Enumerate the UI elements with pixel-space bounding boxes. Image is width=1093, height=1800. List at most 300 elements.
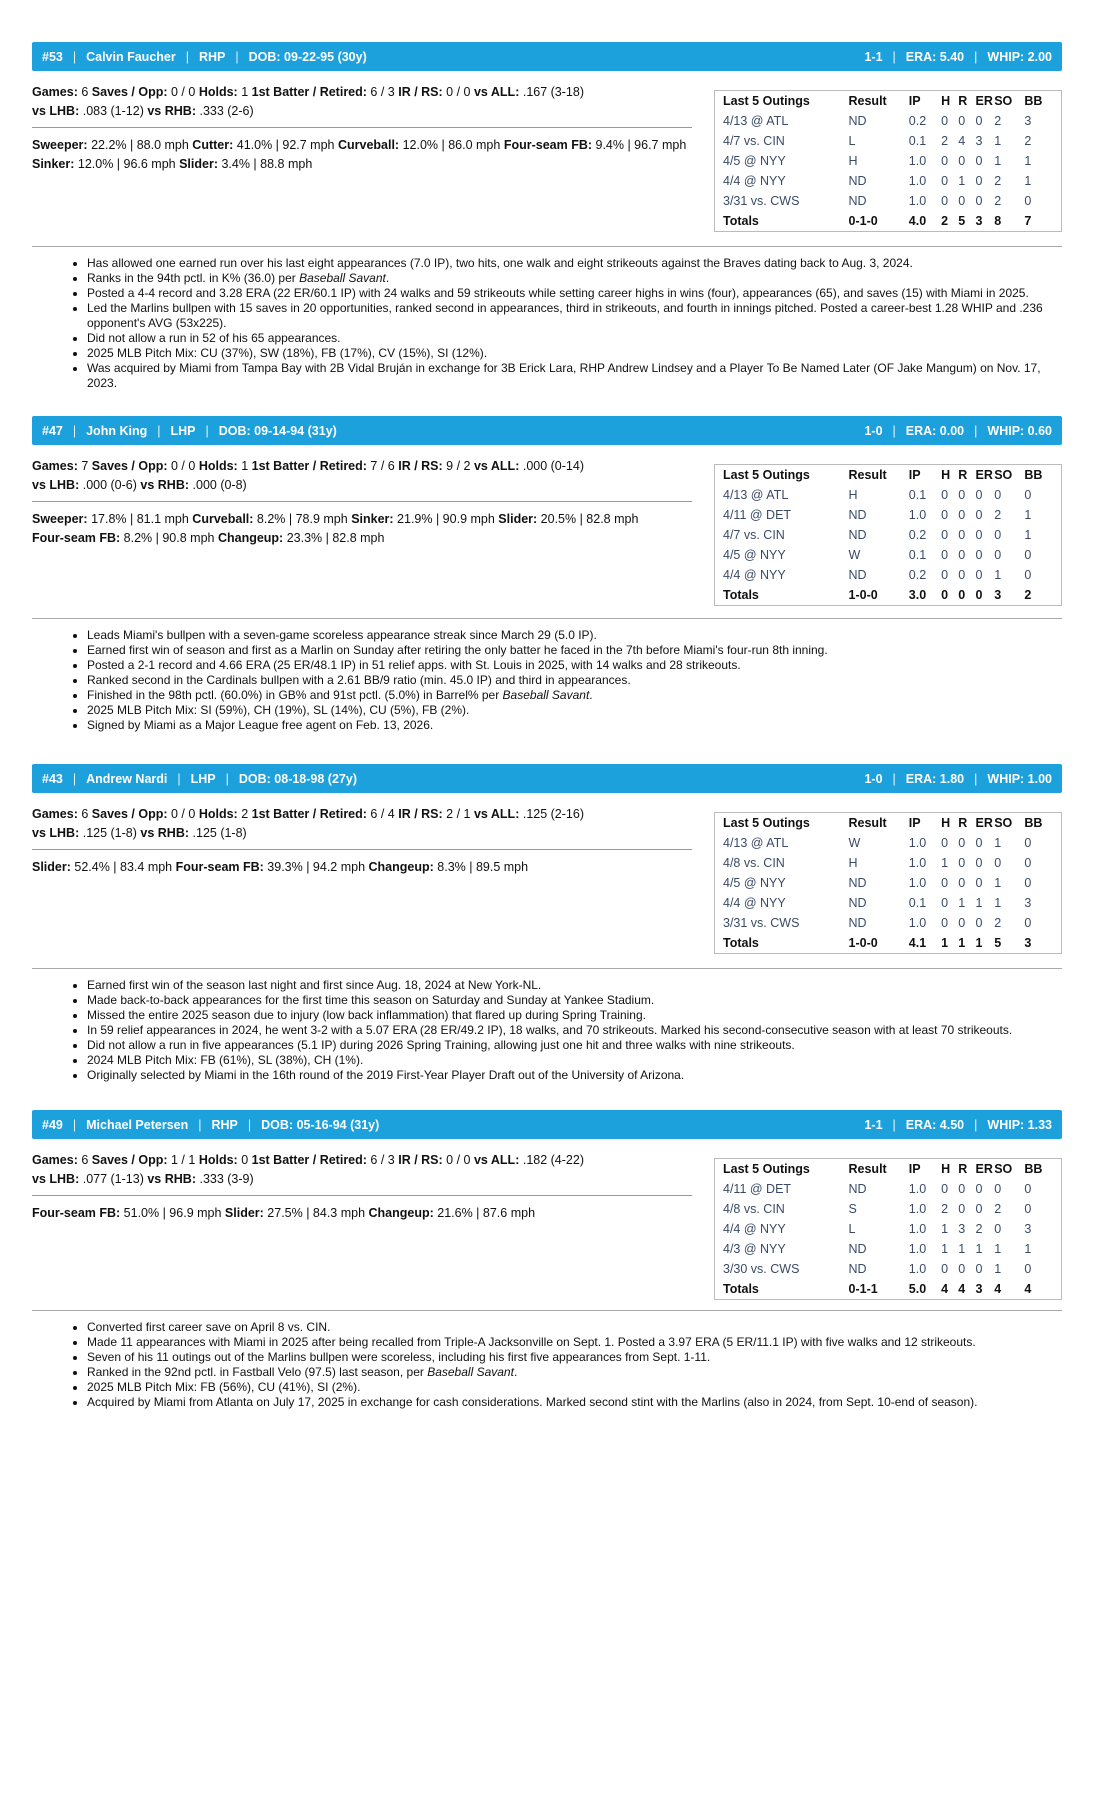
stat-label-ir-rs: IR / RS:	[398, 807, 443, 821]
table-cell: 4/4 @ NYY	[723, 896, 786, 910]
table-cell: 0	[941, 896, 949, 910]
table-cell: 0	[994, 1182, 1002, 1196]
table-header-row	[715, 1159, 1061, 1179]
table-cell: 0	[975, 588, 983, 602]
table-cell: 3	[1024, 896, 1032, 910]
table-row	[715, 893, 1061, 913]
stat-value-saves: 0 / 0	[171, 459, 196, 473]
table-cell: 0	[975, 528, 983, 542]
table-cell: 4	[941, 1282, 949, 1296]
table-cell: 0	[975, 1202, 983, 1216]
stats-line-2	[32, 476, 692, 495]
player-era: ERA: 4.50	[905, 1117, 965, 1132]
table-row	[715, 565, 1061, 585]
note-item	[87, 286, 1062, 301]
note-text: Made back-to-back appearances for the first time this season on Saturday and Sunday at Yankee Stadium.	[87, 993, 655, 1007]
table-cell: 4/11 @ DET	[723, 1182, 792, 1196]
note-item	[87, 331, 1062, 346]
table-cell: 1.0	[908, 836, 927, 850]
player-number: #49	[42, 1117, 63, 1132]
table-row	[715, 1179, 1061, 1199]
player-name: Calvin Faucher	[86, 49, 176, 64]
table-cell: 0	[958, 194, 966, 208]
player-dob: DOB: 08-18-98 (27y)	[238, 771, 357, 786]
column-header: Last 5 Outings	[723, 1162, 810, 1176]
note-source: Baseball Savant	[299, 271, 386, 285]
stat-value-vs-lhb: .083 (1-12)	[82, 104, 144, 118]
stat-value-holds: 0	[241, 1153, 249, 1167]
table-cell: 2	[941, 134, 949, 148]
pitch-mix	[32, 858, 692, 877]
stat-label-ir-rs: IR / RS:	[398, 459, 443, 473]
table-row	[715, 151, 1061, 171]
pitch-name: Slider:	[498, 512, 538, 526]
table-cell: 0	[975, 508, 983, 522]
divider: |	[72, 771, 77, 786]
pitch-value: 41.0% | 92.7 mph	[233, 138, 338, 152]
stat-label-saves: Saves / Opp:	[91, 807, 168, 821]
table-cell: 1-0-0	[848, 588, 878, 602]
table-cell: 4/13 @ ATL	[723, 488, 789, 502]
pitch-name: Changeup:	[368, 860, 434, 874]
table-cell: W	[848, 548, 861, 562]
column-header: IP	[908, 816, 921, 830]
pitch-mix	[32, 136, 692, 174]
table-cell: 1	[958, 896, 966, 910]
column-header: Last 5 Outings	[723, 94, 810, 108]
note-item	[87, 1365, 1062, 1380]
table-row	[715, 191, 1061, 211]
player-name: Michael Petersen	[86, 1117, 189, 1132]
pitch-mix	[32, 510, 692, 548]
note-item	[87, 1335, 1062, 1350]
column-header: Result	[848, 94, 887, 108]
table-row	[715, 505, 1061, 525]
table-cell: 5.0	[908, 1282, 927, 1296]
table-cell: 1-0-0	[848, 936, 878, 950]
table-cell: ND	[848, 876, 867, 890]
table-cell: 0	[941, 508, 949, 522]
table-cell: 1.0	[908, 1182, 927, 1196]
player-header	[32, 42, 1062, 71]
column-header: BB	[1024, 468, 1043, 482]
table-cell: 0.1	[908, 548, 927, 562]
note-source: Baseball Savant	[502, 688, 590, 702]
note-item	[87, 301, 1062, 331]
stat-label-holds: Holds:	[198, 459, 238, 473]
divider: |	[72, 49, 77, 64]
stat-value-vs-lhb: .000 (0-6)	[82, 478, 137, 492]
stats-line-2	[32, 824, 692, 843]
table-cell: 0	[941, 916, 949, 930]
note-item	[87, 256, 1062, 271]
pitch-value: 3.4% | 88.8 mph	[218, 157, 313, 171]
player-dob: DOB: 09-14-94 (31y)	[218, 423, 337, 438]
table-cell: 1	[958, 1242, 966, 1256]
table-cell: 4/13 @ ATL	[723, 114, 789, 128]
stat-label-vs-all: vs ALL:	[473, 1153, 520, 1167]
column-header: H	[941, 816, 951, 830]
pitch-mix-line	[32, 510, 692, 529]
player-header	[32, 416, 1062, 445]
table-cell: 1	[958, 936, 966, 950]
player-header	[32, 1110, 1062, 1139]
totals-row	[715, 1279, 1061, 1299]
stat-value-vs-rhb: .125 (1-8)	[192, 826, 247, 840]
pitch-value: 9.4% | 96.7 mph	[592, 138, 687, 152]
table-cell: S	[848, 1202, 857, 1216]
table-cell: 1	[975, 1242, 983, 1256]
stat-label-saves: Saves / Opp:	[91, 1153, 168, 1167]
stat-label-games: Games:	[32, 85, 78, 99]
pitch-mix-line	[32, 529, 692, 548]
table-cell: 0	[941, 174, 949, 188]
column-header: SO	[994, 468, 1013, 482]
table-cell: 0	[1024, 548, 1032, 562]
column-header: ER	[975, 94, 993, 108]
notes-divider	[32, 1310, 1062, 1311]
player-record: 1-0	[864, 771, 883, 786]
note-text: Converted first career save on April 8 vs. CIN.	[87, 1320, 331, 1334]
note-text: Did not allow a run in five appearances (5.1 IP) during 2026 Spring Training, allowing just one hit and three walks with nine strikeouts.	[87, 1038, 795, 1052]
stat-label-vs-all: vs ALL:	[473, 459, 520, 473]
player-number: #47	[42, 423, 63, 438]
column-header: Last 5 Outings	[723, 468, 810, 482]
stat-value-first-batter: 6 / 3	[370, 1153, 395, 1167]
table-cell: 2	[994, 194, 1002, 208]
column-header: SO	[994, 1162, 1013, 1176]
stat-label-ir-rs: IR / RS:	[398, 1153, 443, 1167]
column-header: H	[941, 1162, 951, 1176]
table-cell: 1	[1024, 154, 1032, 168]
pitch-name: Slider:	[179, 157, 218, 171]
notes-divider	[32, 968, 1062, 969]
table-cell: 0.1	[908, 134, 927, 148]
column-header: BB	[1024, 816, 1043, 830]
table-cell: 0	[994, 548, 1002, 562]
stat-value-vs-lhb: .125 (1-8)	[82, 826, 137, 840]
table-cell: 0	[941, 1182, 949, 1196]
player-hand: RHP	[211, 1117, 238, 1132]
note-item	[87, 978, 1062, 993]
player-dob: DOB: 09-22-95 (30y)	[248, 49, 367, 64]
player-record: 1-0	[864, 423, 883, 438]
note-text: Did not allow a run in 52 of his 65 appearances.	[87, 331, 341, 345]
stat-value-vs-rhb: .333 (2-6)	[199, 104, 254, 118]
player-whip: WHIP: 1.33	[987, 1117, 1052, 1132]
table-cell: 5	[994, 936, 1002, 950]
season-stats	[32, 805, 692, 877]
table-cell: 3	[1024, 114, 1032, 128]
note-text: Has allowed one earned run over his last eight appearances (7.0 IP), two hits, one walk and eight strikeouts against the Braves dating back to Aug. 3, 2024.	[87, 256, 913, 270]
stat-value-ir-rs: 0 / 0	[446, 85, 471, 99]
pitch-name: Curveball:	[337, 138, 400, 152]
table-cell: 2	[941, 1202, 949, 1216]
table-cell: 2	[994, 1202, 1002, 1216]
table-cell: 0	[975, 154, 983, 168]
divider: |	[892, 771, 896, 786]
pitch-value: 12.0% | 86.0 mph	[399, 138, 504, 152]
stats-divider	[32, 849, 692, 850]
table-cell: 4/7 vs. CIN	[723, 528, 785, 542]
table-cell: 0	[1024, 488, 1032, 502]
player-record: 1-1	[864, 49, 883, 64]
table-cell: 1.0	[908, 876, 927, 890]
stat-value-games: 6	[81, 85, 89, 99]
table-cell: 0	[958, 488, 966, 502]
stat-value-ir-rs: 0 / 0	[446, 1153, 471, 1167]
pitch-value: 21.9% | 90.9 mph	[393, 512, 499, 526]
player-block-michael-petersen	[32, 1110, 1062, 1409]
table-row	[715, 1239, 1061, 1259]
divider: |	[198, 1117, 202, 1132]
table-cell: 0	[975, 836, 983, 850]
table-cell: 1.0	[908, 856, 927, 870]
table-cell: 1	[958, 174, 966, 188]
table-cell: 0.2	[908, 528, 927, 542]
divider: |	[974, 49, 978, 64]
divider: |	[157, 423, 161, 438]
stat-value-vs-rhb: .000 (0-8)	[192, 478, 247, 492]
note-item	[87, 1008, 1062, 1023]
stats-line-1	[32, 1151, 692, 1170]
pitch-value: 51.0% | 96.9 mph	[120, 1206, 225, 1220]
table-cell: ND	[848, 1242, 867, 1256]
divider: |	[205, 423, 209, 438]
table-cell: 0	[975, 114, 983, 128]
column-header: R	[958, 816, 968, 830]
stat-label-games: Games:	[32, 459, 78, 473]
stat-value-holds: 2	[241, 807, 249, 821]
divider: |	[892, 423, 896, 438]
pitch-name: Sinker:	[32, 157, 75, 171]
table-cell: Totals	[723, 588, 759, 602]
table-cell: 0	[941, 194, 949, 208]
table-cell: 0	[941, 876, 949, 890]
pitch-value: 22.2% | 88.0 mph	[87, 138, 193, 152]
table-cell: 3.0	[908, 588, 927, 602]
player-notes	[32, 256, 1062, 391]
table-cell: 0	[958, 876, 966, 890]
table-cell: 2	[1024, 134, 1032, 148]
season-stats	[32, 1151, 692, 1223]
divider: |	[892, 49, 896, 64]
stat-label-games: Games:	[32, 807, 78, 821]
table-cell: 1.0	[908, 174, 927, 188]
table-cell: 1	[994, 876, 1002, 890]
player-header	[32, 764, 1062, 793]
last-5-outings-table	[714, 812, 1062, 954]
table-cell: 4/13 @ ATL	[723, 836, 789, 850]
last-5-outings-table	[714, 1158, 1062, 1300]
column-header: Last 5 Outings	[723, 816, 810, 830]
table-cell: 3	[1024, 1222, 1032, 1236]
table-header-row	[715, 465, 1061, 485]
table-cell: 0	[994, 1222, 1002, 1236]
table-cell: 1	[994, 154, 1002, 168]
pitch-name: Four-seam FB:	[503, 138, 593, 152]
table-cell: ND	[848, 1262, 867, 1276]
note-text: Ranks in the 94th pctl. in K% (36.0) per	[87, 271, 300, 285]
pitch-value: 20.5% | 82.8 mph	[537, 512, 639, 526]
player-notes	[32, 1320, 1062, 1410]
totals-row	[715, 585, 1061, 605]
column-header: H	[941, 94, 951, 108]
table-cell: 1.0	[908, 1202, 927, 1216]
table-cell: H	[848, 154, 858, 168]
table-cell: ND	[848, 568, 867, 582]
table-cell: 0-1-0	[848, 214, 878, 228]
divider: |	[177, 771, 181, 786]
stat-label-holds: Holds:	[198, 1153, 238, 1167]
table-cell: 1	[994, 134, 1002, 148]
column-header: H	[941, 468, 951, 482]
table-cell: 8	[994, 214, 1002, 228]
player-whip: WHIP: 2.00	[987, 49, 1052, 64]
stat-value-games: 7	[81, 459, 89, 473]
table-cell: 0	[1024, 1182, 1032, 1196]
totals-row	[715, 933, 1061, 953]
table-cell: 1	[1024, 174, 1032, 188]
pitch-value: 27.5% | 84.3 mph	[263, 1206, 369, 1220]
table-cell: 2	[975, 1222, 983, 1236]
table-cell: 3	[1024, 936, 1032, 950]
stat-label-vs-lhb: vs LHB:	[32, 104, 80, 118]
table-cell: 0	[1024, 1262, 1032, 1276]
table-row	[715, 833, 1061, 853]
note-item	[87, 271, 1062, 286]
table-cell: 2	[994, 174, 1002, 188]
season-stats	[32, 83, 692, 174]
table-cell: 0.2	[908, 568, 927, 582]
pitch-name: Sinker:	[351, 512, 394, 526]
table-cell: 0	[941, 528, 949, 542]
table-row	[715, 545, 1061, 565]
table-cell: 0	[1024, 856, 1032, 870]
player-hand: RHP	[198, 49, 226, 64]
pitch-value: 12.0% | 96.6 mph	[74, 157, 180, 171]
table-cell: ND	[848, 916, 867, 930]
table-cell: 0.1	[908, 896, 927, 910]
stat-value-vs-lhb: .077 (1-13)	[82, 1172, 144, 1186]
stat-value-vs-all: .167 (3-18)	[522, 85, 584, 99]
table-cell: 4	[958, 1282, 966, 1296]
table-row	[715, 1219, 1061, 1239]
stat-label-vs-rhb: vs RHB:	[140, 826, 190, 840]
table-cell: 4/4 @ NYY	[723, 1222, 786, 1236]
stat-value-saves: 0 / 0	[171, 85, 196, 99]
pitch-value: 8.2% | 78.9 mph	[253, 512, 352, 526]
table-cell: 1.0	[908, 916, 927, 930]
divider: |	[72, 1117, 77, 1132]
table-cell: 3	[994, 588, 1002, 602]
player-hand: LHP	[190, 771, 216, 786]
table-cell: ND	[848, 194, 867, 208]
table-cell: 0	[941, 1262, 949, 1276]
table-cell: 0	[941, 588, 949, 602]
table-cell: 4.0	[908, 214, 927, 228]
table-cell: ND	[848, 114, 867, 128]
table-header-row	[715, 813, 1061, 833]
stat-label-ir-rs: IR / RS:	[398, 85, 443, 99]
column-header: R	[958, 468, 968, 482]
table-cell: 7	[1024, 214, 1032, 228]
table-cell: 0	[958, 1182, 966, 1196]
note-text: Was acquired by Miami from Tampa Bay with 2B Vidal Bruján in exchange for 3B Erick Lara, RHP Andrew Lindsey and a Player To Be Named Later (OF Jake Mangum) on Nov. 17, 2023.	[87, 361, 1041, 390]
table-cell: 1	[994, 896, 1002, 910]
stat-label-first-batter: 1st Batter / Retired:	[251, 1153, 367, 1167]
table-cell: 0	[958, 836, 966, 850]
pitch-name: Cutter:	[192, 138, 234, 152]
stats-divider	[32, 127, 692, 128]
table-cell: ND	[848, 896, 867, 910]
table-cell: 4/5 @ NYY	[723, 154, 786, 168]
table-cell: 0	[994, 856, 1002, 870]
season-stats	[32, 457, 692, 548]
last-5-outings-table	[714, 90, 1062, 232]
table-cell: 1.0	[908, 154, 927, 168]
table-row	[715, 485, 1061, 505]
pitch-value: 39.3% | 94.2 mph	[263, 860, 369, 874]
table-cell: 0	[958, 154, 966, 168]
divider: |	[235, 49, 239, 64]
table-cell: 4/11 @ DET	[723, 508, 792, 522]
column-header: BB	[1024, 94, 1043, 108]
stat-label-vs-all: vs ALL:	[473, 85, 520, 99]
table-cell: H	[848, 488, 858, 502]
table-row	[715, 131, 1061, 151]
stats-line-1	[32, 457, 692, 476]
divider: |	[974, 1117, 978, 1132]
notes-divider	[32, 246, 1062, 247]
stat-label-first-batter: 1st Batter / Retired:	[251, 85, 367, 99]
pitch-value: 52.4% | 83.4 mph	[70, 860, 176, 874]
table-cell: 0	[1024, 568, 1032, 582]
stat-value-games: 6	[81, 1153, 89, 1167]
note-suffix: .	[513, 1365, 518, 1379]
divider: |	[185, 49, 189, 64]
note-suffix: .	[385, 271, 390, 285]
table-cell: 0	[975, 1182, 983, 1196]
player-block-john-king	[32, 416, 1062, 732]
player-hand: LHP	[170, 423, 196, 438]
table-row	[715, 913, 1061, 933]
pitch-mix-line	[32, 136, 692, 155]
table-cell: 2	[994, 916, 1002, 930]
note-item	[87, 703, 1062, 718]
stat-value-holds: 1	[241, 459, 249, 473]
divider: |	[247, 1117, 252, 1132]
note-item	[87, 1350, 1062, 1365]
table-cell: 3	[975, 134, 983, 148]
table-cell: 0	[941, 154, 949, 168]
table-cell: 3/31 vs. CWS	[723, 916, 800, 930]
table-cell: 1	[994, 1262, 1002, 1276]
stats-line-2	[32, 102, 692, 121]
stat-label-vs-rhb: vs RHB:	[147, 1172, 196, 1186]
note-text: 2025 MLB Pitch Mix: FB (56%), CU (41%), SI (2%).	[87, 1380, 361, 1394]
table-cell: 1	[994, 836, 1002, 850]
table-cell: 0	[975, 488, 983, 502]
pitch-value: 23.3% | 82.8 mph	[283, 531, 385, 545]
table-cell: 1	[1024, 508, 1032, 522]
note-text: Originally selected by Miami in the 16th round of the 2019 First-Year Player Draft out of the University of Arizona.	[87, 1068, 685, 1082]
table-cell: 1	[941, 1242, 949, 1256]
table-cell: W	[848, 836, 861, 850]
player-number: #53	[42, 49, 63, 64]
pitch-value: 17.8% | 81.1 mph	[87, 512, 193, 526]
note-text: Earned first win of the season last night and first since Aug. 18, 2024 at New York-NL.	[87, 978, 542, 992]
